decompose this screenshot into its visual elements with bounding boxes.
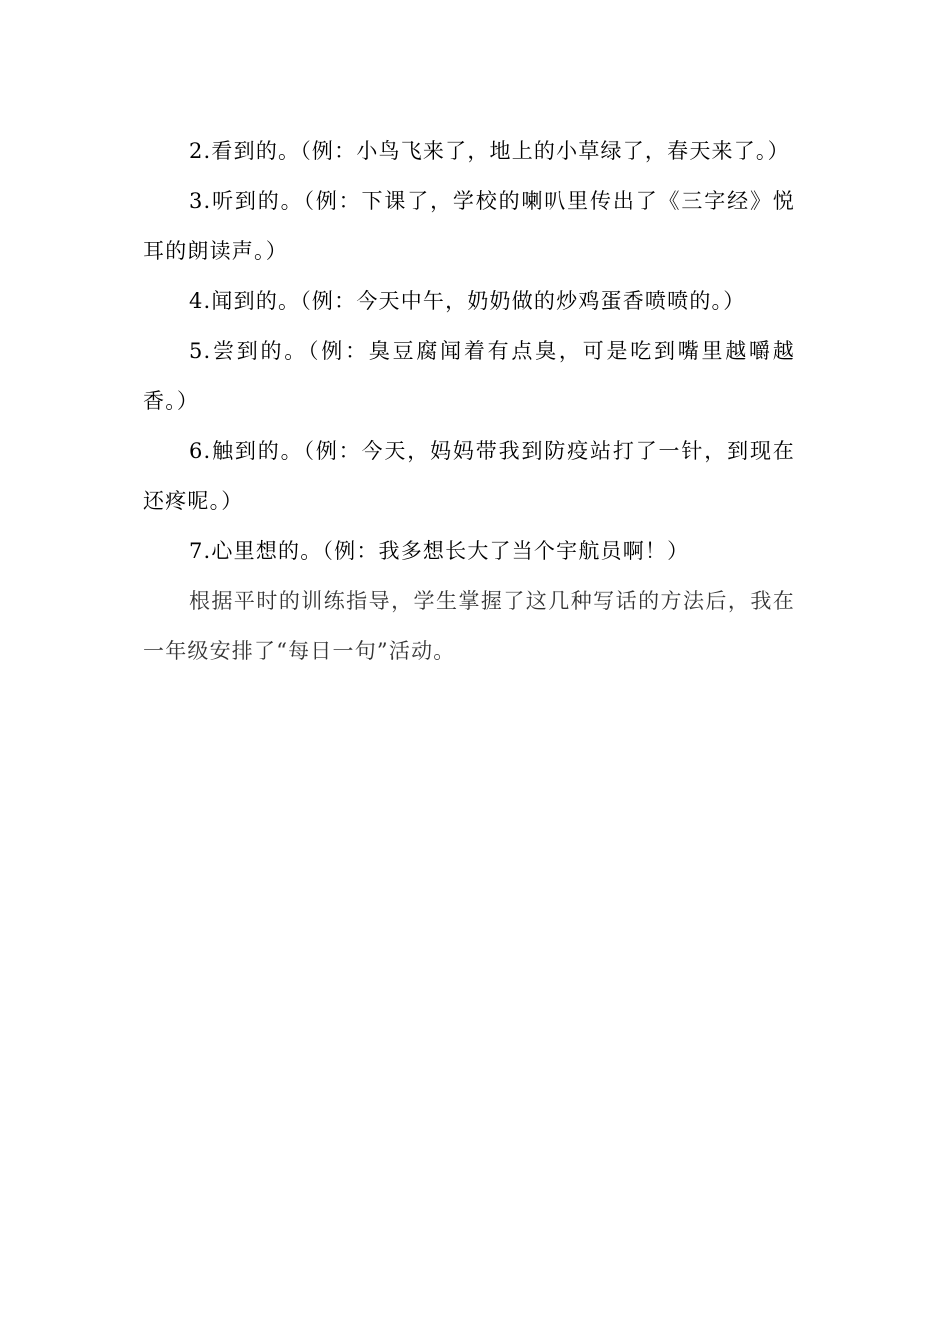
list-item-tasted: 5.尝到的。（例：臭豆腐闻着有点臭，可是吃到嘴里越嚼越香。）	[143, 339, 795, 413]
summary-paragraph: 根据平时的训练指导，学生掌握了这几种写话的方法后，我在一年级安排了“每日一句”活动。	[143, 589, 795, 663]
list-item-thought: 7.心里想的。（例：我多想长大了当个宇航员啊！）	[189, 539, 690, 563]
list-item-heard: 3.听到的。（例：下课了，学校的喇叭里传出了《三字经》悦耳的朗读声。）	[143, 189, 795, 263]
list-item-seen: 2.看到的。（例：小鸟飞来了，地上的小草绿了，春天来了。）	[189, 139, 790, 163]
list-item-smelled: 4.闻到的。（例：今天中午，奶奶做的炒鸡蛋香喷喷的。）	[189, 289, 746, 313]
document-body	[143, 126, 795, 676]
list-item-touched: 6.触到的。（例：今天，妈妈带我到防疫站打了一针，到现在还疼呢。）	[143, 439, 795, 513]
